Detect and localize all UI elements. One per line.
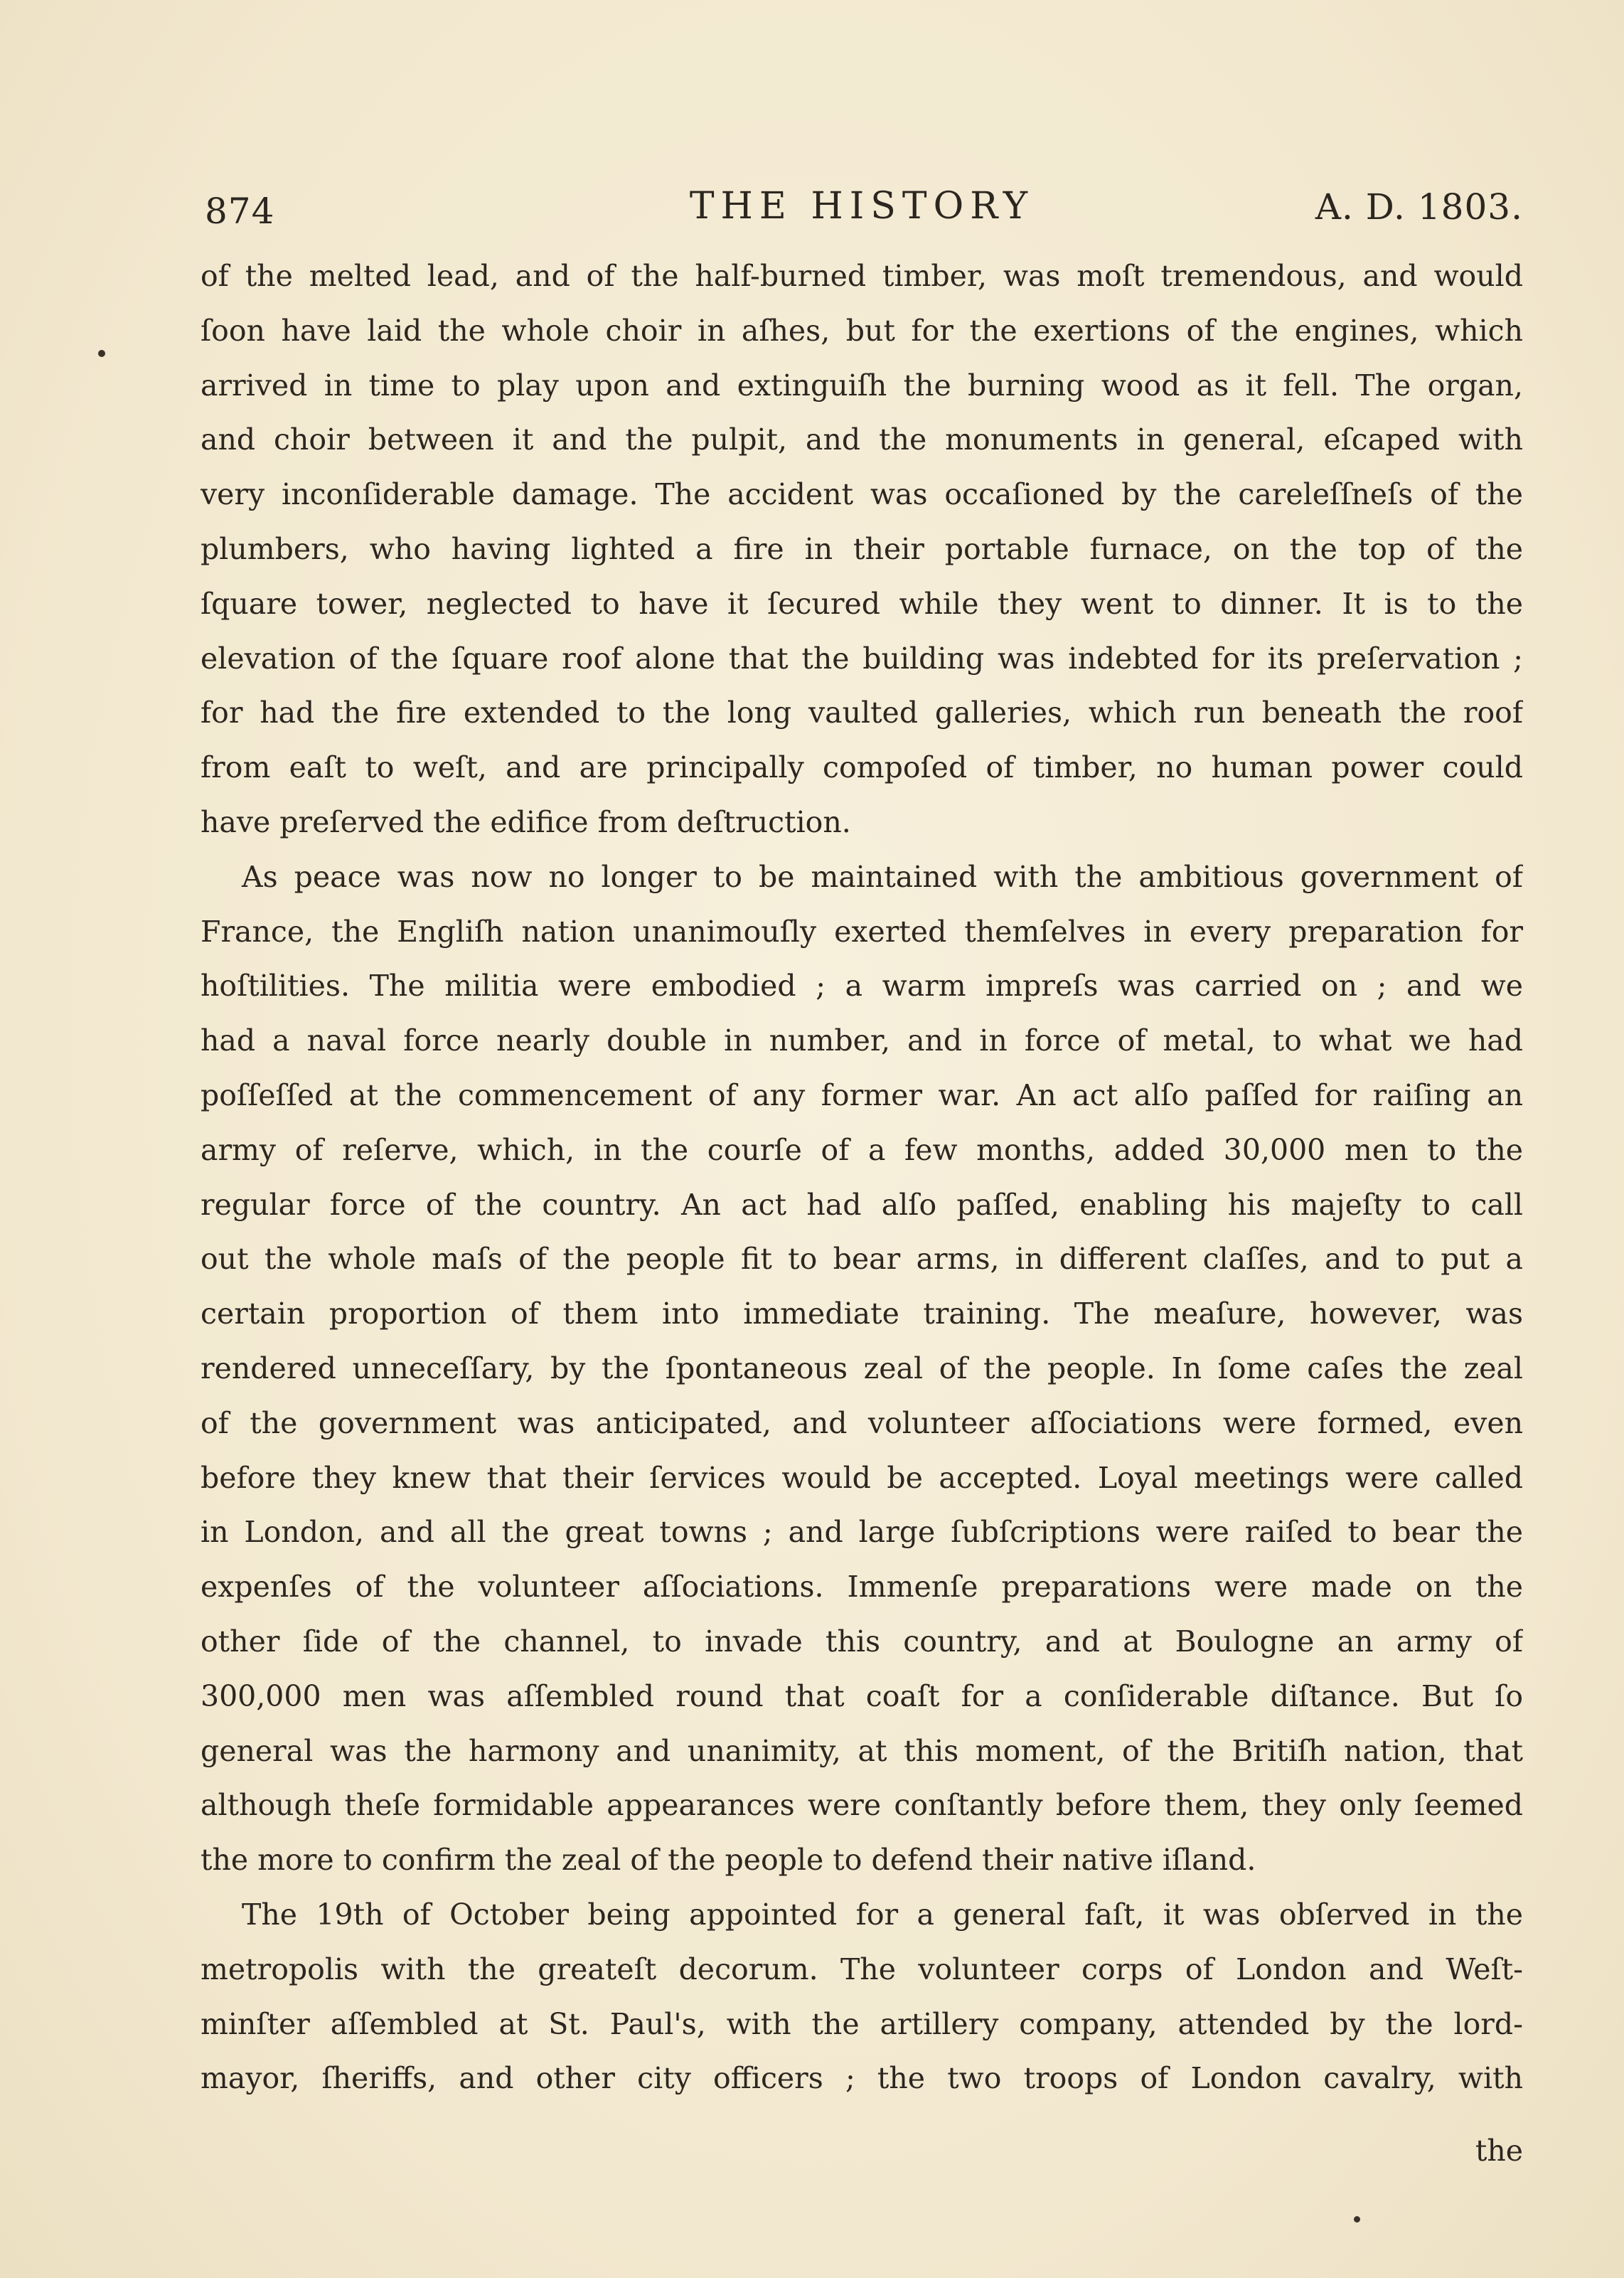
text-line: plumbers, who having lighted a fire in their portable furnace, on the top of the: [201, 531, 1523, 566]
text-line: France, the Engliſh nation unanimouſly exerted themſelves in every preparation for: [201, 914, 1523, 949]
text-line: had a naval force nearly double in number, and in force of metal, to what we had: [201, 1023, 1523, 1058]
text-line: arrived in time to play upon and extinguiſh the burning wood as it fell. The organ,: [201, 368, 1523, 403]
running-title: THE HISTORY: [689, 185, 1035, 228]
text-line: hoſtilities. The militia were embodied ; a warm impreſs was carried on ; and we: [201, 969, 1523, 1004]
text-line: general was the harmony and unanimity, at this moment, of the Britiſh nation, that: [201, 1733, 1523, 1768]
catchword: the: [1475, 2134, 1523, 2168]
text-line: The 19th of October being appointed for a general faſt, it was obſerved in the: [242, 1897, 1523, 1932]
text-line: in London, and all the great towns ; and large ſubſcriptions were raiſed to bear the: [201, 1515, 1523, 1550]
ink-speck: [98, 350, 105, 357]
ink-speck: [1354, 2216, 1360, 2223]
text-line: minſter aſſembled at St. Paul's, with the artillery company, attended by the lord-: [201, 2006, 1523, 2041]
page-number: 874: [205, 191, 275, 232]
text-line: expenſes of the volunteer aſſociations. Immenſe preparations were made on the: [201, 1570, 1523, 1604]
text-line: rendered unneceſſary, by the ſpontaneous zeal of the people. In ſome caſes the zeal: [201, 1351, 1523, 1385]
year-heading: A. D. 1803.: [1315, 186, 1523, 228]
text-line: army of reſerve, which, in the courſe of a few months, added 30,000 men to the: [201, 1132, 1523, 1167]
text-line: of the melted lead, and of the half-burned timber, was moſt tremendous, and would: [201, 259, 1523, 293]
text-line: the more to confirm the zeal of the people to defend their native iſland.: [201, 1843, 1256, 1878]
text-line: mayor, ſheriffs, and other city officers ; the two troops of London cavalry, with: [201, 2061, 1523, 2096]
text-line: of the government was anticipated, and volunteer aſſociations were formed, even: [201, 1405, 1523, 1440]
text-line: before they knew that their ſervices would be accepted. Loyal meetings were called: [201, 1460, 1523, 1495]
text-line: for had the fire extended to the long vaulted galleries, which run beneath the roof: [201, 696, 1523, 730]
text-line: metropolis with the greateſt decorum. The volunteer corps of London and Weſt-: [201, 1952, 1523, 1986]
text-line: although theſe formidable appearances were conſtantly before them, they only ſeemed: [201, 1788, 1523, 1823]
text-line: poſſeſſed at the commencement of any former war. An act alſo paſſed for raiſing an: [201, 1077, 1523, 1112]
text-line: regular force of the country. An act had alſo paſſed, enabling his majeſty to call: [201, 1187, 1523, 1222]
text-line: very inconſiderable damage. The accident was occaſioned by the careleſſneſs of the: [201, 477, 1523, 512]
text-line: other ſide of the channel, to invade this country, and at Boulogne an army of: [201, 1624, 1523, 1659]
text-line: certain proportion of them into immediate training. The meaſure, however, was: [201, 1297, 1523, 1331]
page-header: [201, 176, 1523, 233]
text-line: have preſerved the edifice from deſtruction.: [201, 804, 851, 839]
text-line: ſoon have laid the whole choir in aſhes, but for the exertions of the engines, which: [201, 313, 1523, 348]
body-text: [201, 249, 1523, 2106]
text-line: out the whole maſs of the people fit to bear arms, in different claſſes, and to put a: [201, 1242, 1523, 1277]
text-line: As peace was now no longer to be maintained with the ambitious government of: [242, 859, 1523, 894]
text-line: from eaſt to weſt, and are principally compoſed of timber, no human power could: [201, 750, 1523, 785]
text-line: ſquare tower, neglected to have it ſecured while they went to dinner. It is to the: [201, 586, 1523, 621]
text-line: 300,000 men was aſſembled round that coaſt for a conſiderable diſtance. But ſo: [201, 1678, 1523, 1713]
text-line: elevation of the ſquare roof alone that the building was indebted for its preſervation ;: [201, 641, 1523, 676]
text-line: and choir between it and the pulpit, and the monuments in general, eſcaped with: [201, 422, 1523, 457]
